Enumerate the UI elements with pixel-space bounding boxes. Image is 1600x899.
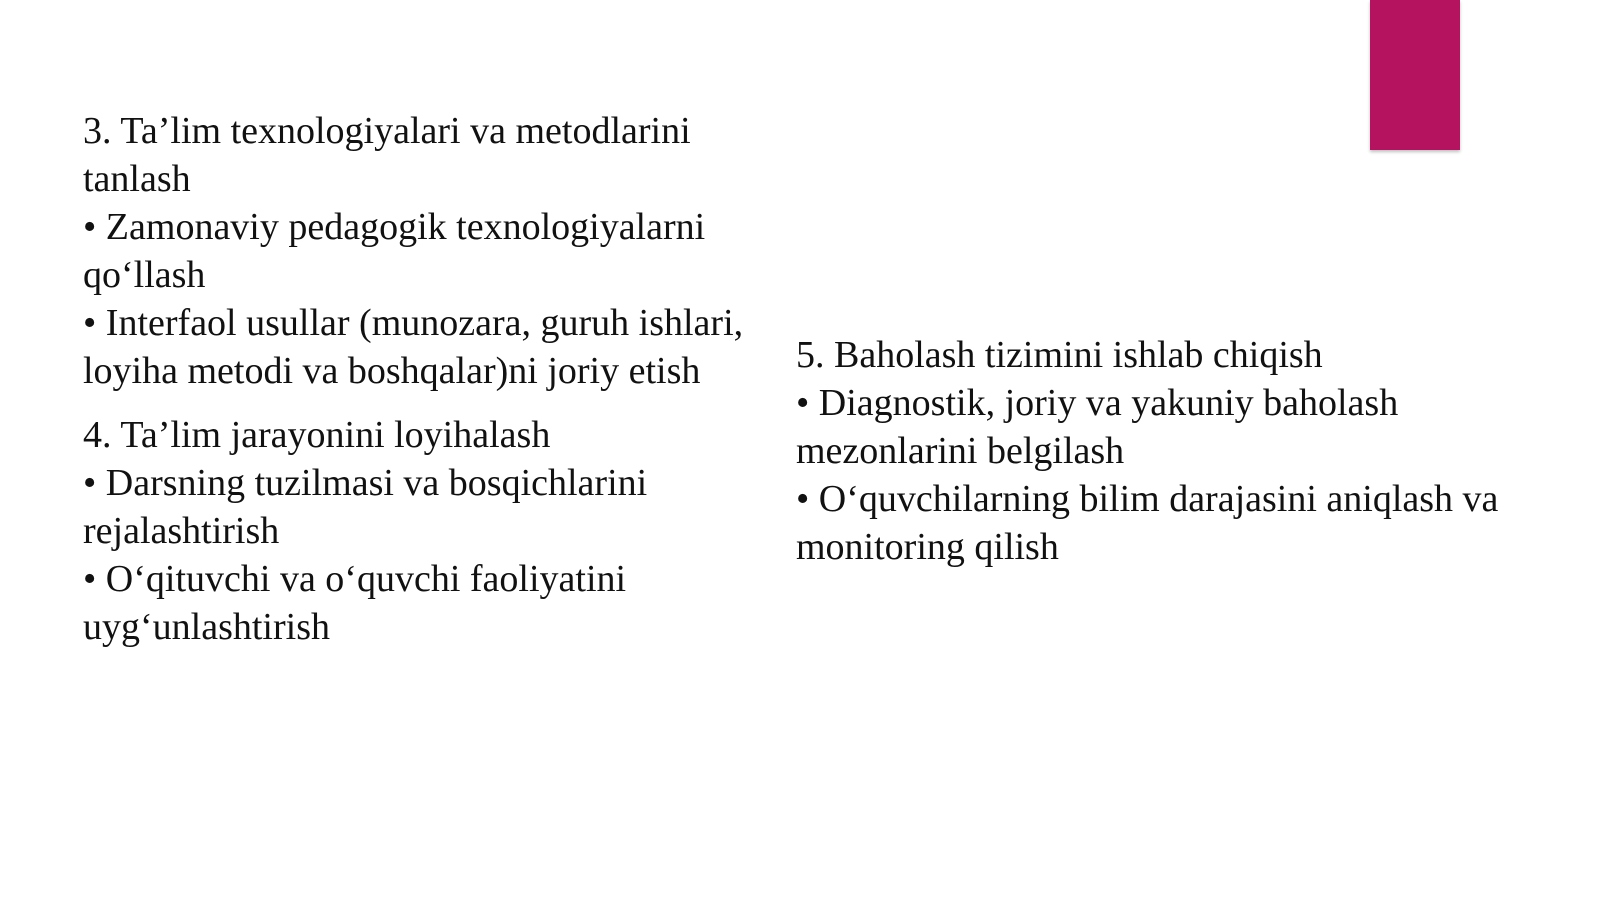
section-4-text (83, 411, 723, 651)
section-3-bullet-1: • Zamonaviy pedagogik texnologiyalarni qo‘llash (83, 206, 706, 296)
section-4-bullet-1: • Darsning tuzilmasi va bosqichlarini rejalashtirish (83, 462, 648, 552)
section-5-bullet-2: • O‘quvchilarning bilim darajasini aniqlash va monitoring qilish (796, 478, 1499, 568)
section-4-bullet-2: • O‘qituvchi va o‘quvchi faoliyatini uyg‘unlashtirish (83, 558, 627, 648)
section-5-text (796, 331, 1576, 571)
section-3-heading: 3. Ta’lim texnologiyalari va metodlarini tanlash (83, 110, 691, 200)
section-5-heading: 5. Baholash tizimini ishlab chiqish (796, 334, 1323, 376)
section-4-heading: 4. Ta’lim jarayonini loyihalash (83, 414, 551, 456)
accent-bar (1370, 0, 1460, 150)
section-5-bullet-1: • Diagnostik, joriy va yakuniy baholash mezonlarini belgilash (796, 382, 1399, 472)
section-3-text (83, 107, 803, 395)
section-3-bullet-2: • Interfaol usullar (munozara, guruh ishlari, loyiha metodi va boshqalar)ni joriy etish (83, 302, 744, 392)
